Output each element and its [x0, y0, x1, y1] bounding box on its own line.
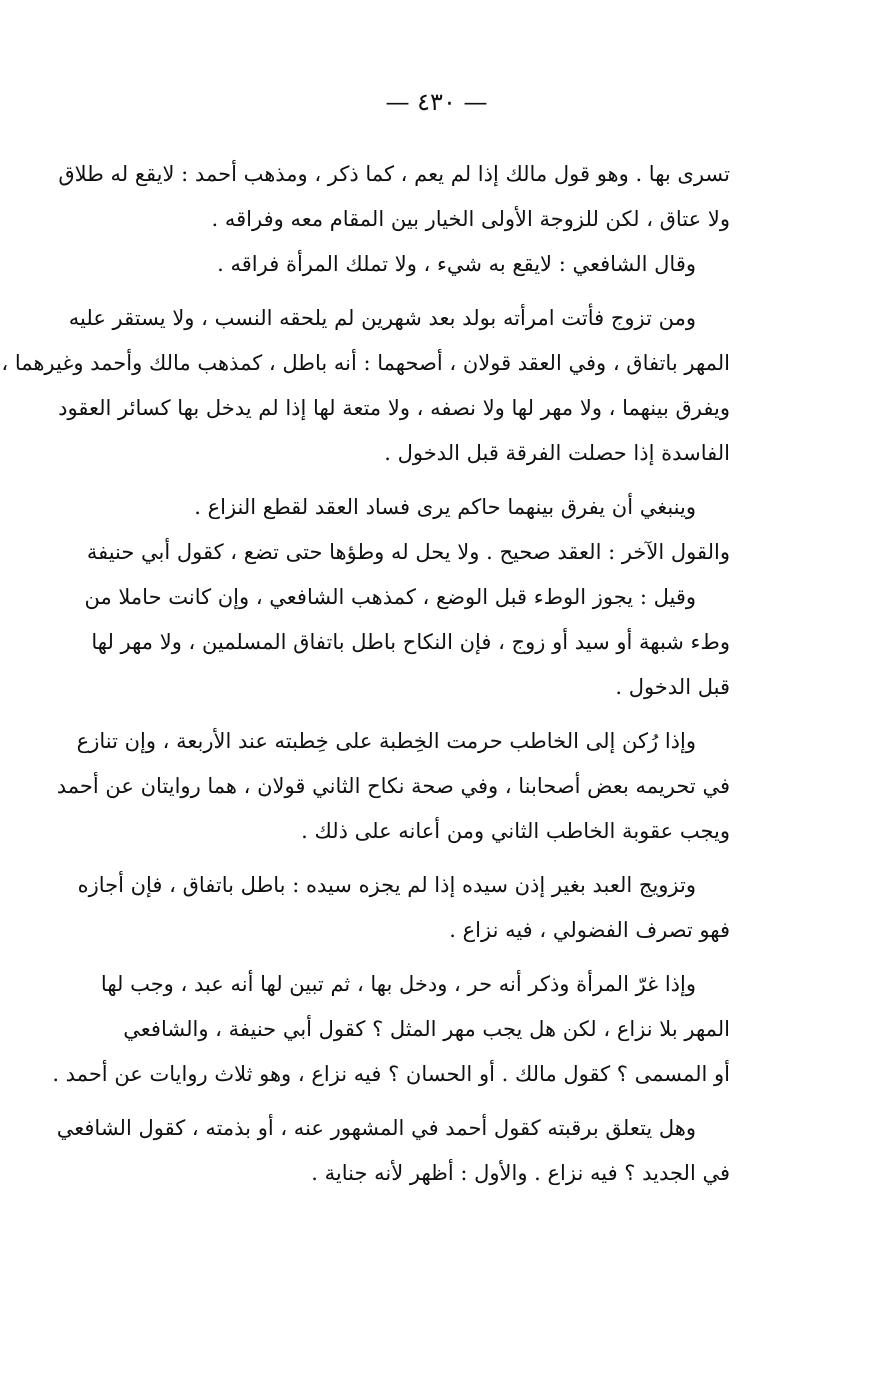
text-line: ويفرق بينهما ، ولا مهر لها ولا نصفه ، ولا متعة لها إذا لم يدخل بها كسائر العقود — [58, 396, 730, 420]
text-line: وإذا غرّ المرأة وذكر أنه حر ، ودخل بها ، ثم تبين لها أنه عبد ، وجب لها — [100, 972, 696, 996]
text-line: وقيل : يجوز الوطء قبل الوضع ، كمذهب الشافعي ، وإن كانت حاملا من — [84, 585, 696, 609]
text-line: ويجب عقوبة الخاطب الثاني ومن أعانه على ذلك . — [301, 819, 730, 843]
text-line: فهو تصرف الفضولي ، فيه نزاع . — [449, 918, 730, 942]
page-number: — ٤٣٠ — — [385, 88, 488, 116]
text-line: والقول الآخر : العقد صحيح . ولا يحل له وطؤها حتى تضع ، كقول أبي حنيفة — [86, 540, 730, 564]
text-line: وإذا رُكن إلى الخاطب حرمت الخِطبة على خِطبته عند الأربعة ، وإن تنازع — [76, 729, 696, 753]
text-line: المهر بلا نزاع ، لكن هل يجب مهر المثل ؟ كقول أبي حنيفة ، والشافعي — [123, 1017, 730, 1041]
text-line: وهل يتعلق برقبته كقول أحمد في المشهور عنه ، أو بذمته ، كقول الشافعي — [56, 1116, 696, 1140]
text-line: الفاسدة إذا حصلت الفرقة قبل الدخول . — [384, 441, 730, 465]
text-line: وقال الشافعي : لايقع به شيء ، ولا تملك المرأة فراقه . — [217, 252, 696, 276]
text-line: قبل الدخول . — [615, 675, 730, 699]
text-line: ولا عتاق ، لكن للزوجة الأولى الخيار بين المقام معه وفراقه . — [211, 207, 730, 231]
text-line: ومن تزوج فأتت امرأته بولد بعد شهرين لم يلحقه النسب ، ولا يستقر عليه — [68, 306, 696, 330]
text-line: وينبغي أن يفرق بينهما حاكم يرى فساد العقد لقطع النزاع . — [194, 495, 696, 519]
text-line: في الجديد ؟ فيه نزاع . والأول : أظهر لأنه جناية . — [311, 1161, 730, 1185]
text-body — [1, 152, 730, 1196]
text-line: أو المسمى ؟ كقول مالك . أو الحسان ؟ فيه نزاع ، وهو ثلاث روايات عن أحمد . — [52, 1062, 730, 1086]
text-line: المهر باتفاق ، وفي العقد قولان ، أصحهما : أنه باطل ، كمذهب مالك وأحمد وغيرهما ، — [1, 351, 730, 375]
text-line: وتزويج العبد بغير إذن سيده إذا لم يجزه سيده : باطل باتفاق ، فإن أجازه — [77, 873, 696, 897]
text-line: في تحريمه بعض أصحابنا ، وفي صحة نكاح الثاني قولان ، هما روايتان عن أحمد — [56, 774, 730, 798]
text-line: تسرى بها . وهو قول مالك إذا لم يعم ، كما ذكر ، ومذهب أحمد : لايقع له طلاق — [58, 162, 730, 186]
text-line: وطء شبهة أو سيد أو زوج ، فإن النكاح باطل باتفاق المسلمين ، ولا مهر لها — [91, 630, 730, 654]
